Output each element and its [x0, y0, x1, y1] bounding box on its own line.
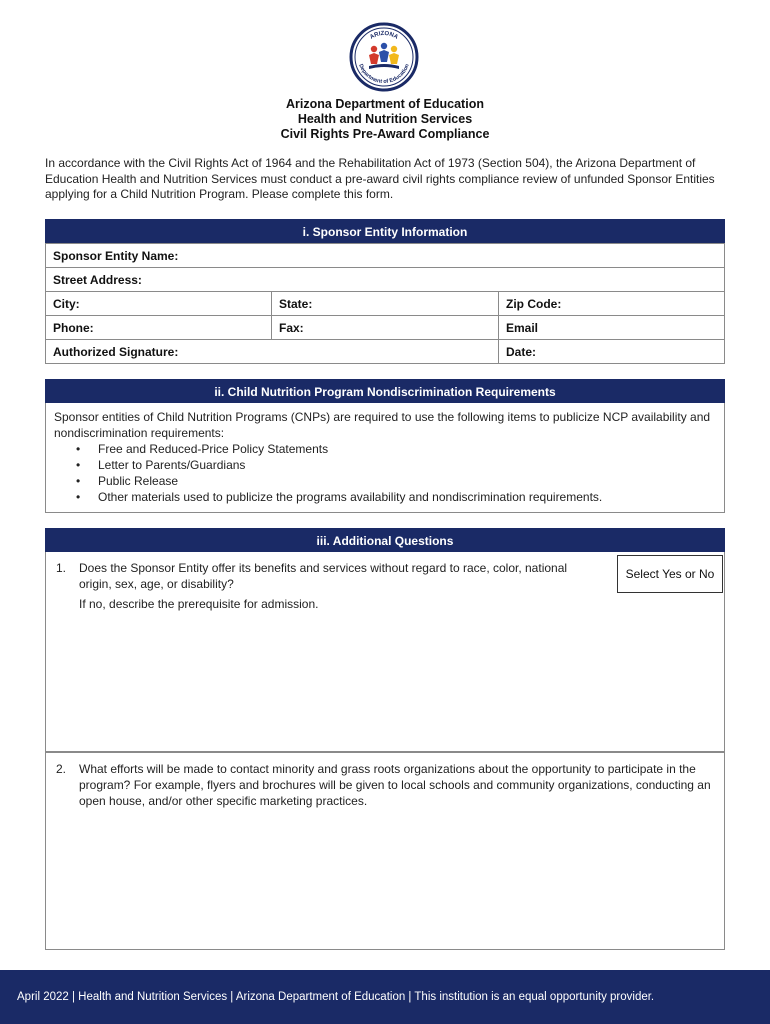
section-1-title: i. Sponsor Entity Information	[45, 219, 725, 243]
list-item: • Letter to Parents/Guardians	[76, 458, 246, 472]
section-3-title: iii. Additional Questions	[45, 528, 725, 552]
yes-no-select[interactable]: Select Yes or No	[617, 555, 723, 593]
header-division: Health and Nutrition Services	[297, 112, 473, 126]
list-item: • Free and Reduced-Price Policy Statements	[76, 442, 329, 456]
list-item: • Public Release	[76, 474, 179, 488]
city-field[interactable]: City:	[46, 292, 272, 316]
header-form-title: Civil Rights Pre-Award Compliance	[280, 127, 490, 141]
list-item: • Other materials used to publicize the programs availability and nondiscrimination requirements.	[76, 490, 603, 504]
question-1-subtext: If no, describe the prerequisite for admission.	[79, 597, 319, 611]
requirements-list	[54, 441, 716, 505]
logo-top-text: ARIZONA	[369, 30, 399, 41]
nondiscrimination-text: Sponsor entities of Child Nutrition Programs (CNPs) are required to use the following items to publicize NCP availability and nondiscrimination requirements:	[54, 410, 711, 440]
state-field[interactable]: State:	[272, 292, 499, 316]
sponsor-info-table	[45, 243, 725, 364]
phone-field[interactable]: Phone:	[46, 316, 272, 340]
logo-bottom-text: Department of Education	[357, 63, 411, 86]
page-footer: April 2022 | Health and Nutrition Services | Arizona Department of Education | This institution is an equal opportunity provider.	[0, 970, 770, 1024]
zip-code-field[interactable]: Zip Code:	[499, 292, 725, 316]
street-address-field[interactable]: Street Address:	[46, 268, 725, 292]
intro-paragraph: In accordance with the Civil Rights Act of 1964 and the Rehabilitation Act of 1973 (Section 504), the Arizona Department of Education Health and Nutrition Services must conduct a pre-award civil rights compliance review of unfunded Sponsor Entities applying for a Child Nutrition Program. Please complete this form.	[45, 156, 715, 201]
sponsor-name-field[interactable]: Sponsor Entity Name:	[46, 244, 725, 268]
fax-field[interactable]: Fax:	[272, 316, 499, 340]
form-header	[0, 97, 770, 142]
authorized-signature-field[interactable]: Authorized Signature:	[46, 340, 499, 364]
section-2-title: ii. Child Nutrition Program Nondiscrimination Requirements	[45, 379, 725, 403]
date-field[interactable]: Date:	[499, 340, 725, 364]
question-2-number: 2.	[56, 762, 67, 776]
email-field[interactable]: Email	[499, 316, 725, 340]
question-2-text: What efforts will be made to contact minority and grass roots organizations about the opportunity to participate in the program? For example, flyers and brochures will be given to local schools and community organizations, conducting an open house, and/or other specific marketing practices.	[79, 762, 711, 808]
question-1-text: Does the Sponsor Entity offer its benefits and services without regard to race, color, national origin, sex, age, or disability?	[79, 561, 568, 591]
question-1-number: 1.	[56, 561, 67, 575]
question-1-box[interactable]	[45, 552, 725, 752]
header-organization: Arizona Department of Education	[286, 97, 484, 111]
ade-logo	[349, 22, 419, 92]
nondiscrimination-box	[45, 403, 725, 513]
question-2-box[interactable]	[45, 752, 725, 950]
